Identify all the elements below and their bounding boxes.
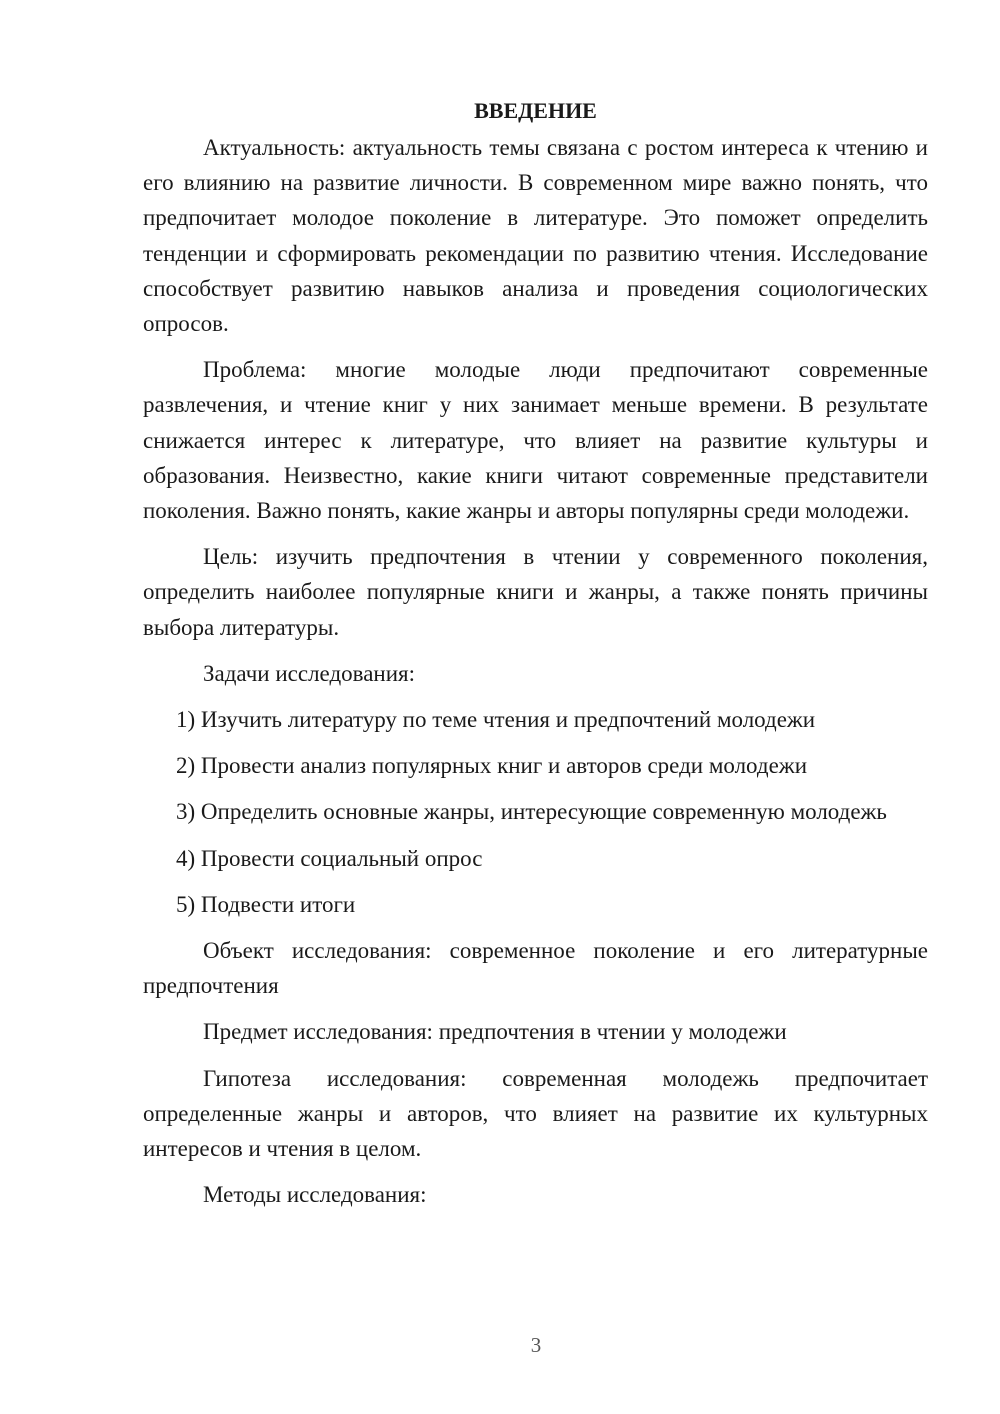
paragraph-tasks-heading: Задачи исследования: xyxy=(203,660,416,686)
page-title: ВВЕДЕНИЕ xyxy=(474,98,597,123)
paragraph-relevance: Актуальность: актуальность темы связана с ростом интереса к чтению и его влиянию на развитие личности. В современном мире важно понять, что предпочитает молодое поколение в литературе. Это поможет определить тенденции и сформировать рекомендации по развитию чтения. Исследование способствует развитию навыков анализа и проведения социологических опросов. xyxy=(143,135,928,337)
list-item: 5) Подвести итоги xyxy=(176,891,356,917)
list-item: 2) Провести анализ популярных книг и авторов среди молодежи xyxy=(176,753,808,779)
page-number: 3 xyxy=(530,1333,542,1357)
paragraph-problem: Проблема: многие молодые люди предпочитают современные развлечения, и чтение книг у них занимает меньше времени. В результате снижается интерес к литературе, что влияет на развитие культуры и образования. Неизвестно, какие книги читают современные представители поколения. Важно понять, какие жанры и авторы популярны среди молодежи. xyxy=(143,357,928,524)
list-item: 1) Изучить литературу по теме чтения и предпочтений молодежи xyxy=(176,707,816,733)
page-content xyxy=(143,93,928,1223)
paragraph-hypothesis: Гипотеза исследования: современная молодежь предпочитает определенные жанры и авторов, что влияет на развитие их культурных интересов и чтения в целом. xyxy=(143,1065,928,1162)
list-item: 4) Провести социальный опрос xyxy=(176,845,483,871)
paragraph-subject: Предмет исследования: предпочтения в чтении у молодежи xyxy=(203,1019,787,1045)
paragraph-goal: Цель: изучить предпочтения в чтении у современного поколения, определить наиболее популярные книги и жанры, а также понять причины выбора литературы. xyxy=(143,544,928,640)
paragraph-object: Объект исследования: современное поколение и его литературные предпочтения xyxy=(143,938,928,999)
list-item: 3) Определить основные жанры, интересующие современную молодежь xyxy=(176,799,887,825)
paragraph-methods-heading: Методы исследования: xyxy=(203,1182,427,1208)
